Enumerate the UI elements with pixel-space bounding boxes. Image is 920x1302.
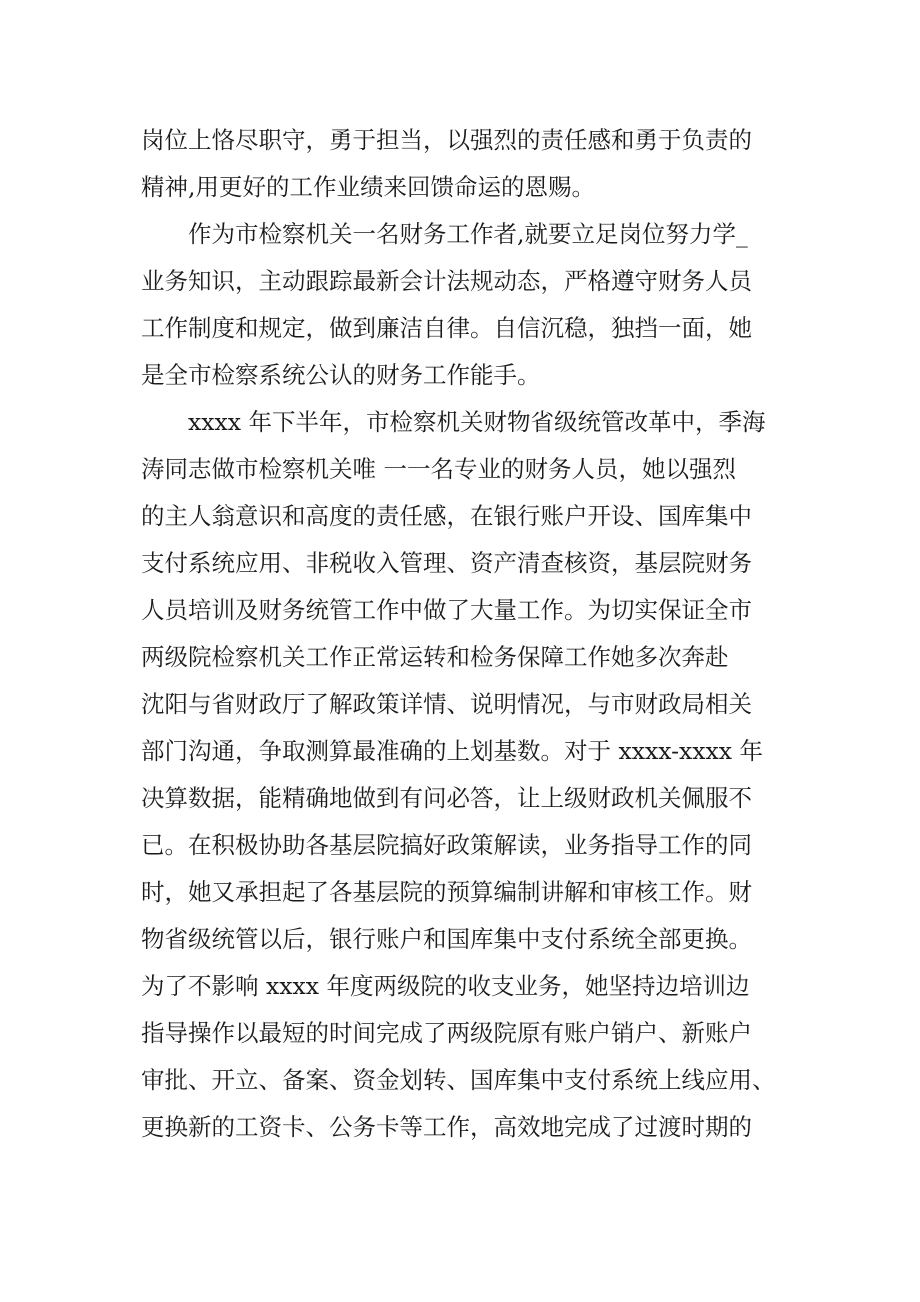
text-line: 为了不影响 xxxx 年度两级院的收支业务，她坚持边培训边	[141, 972, 750, 1000]
text-line: 时，她又承担起了各基层院的预算编制讲解和审核工作。财	[141, 878, 752, 906]
text-line: 更换新的工资卡、公务卡等工作，高效地完成了过渡时期的	[141, 1113, 752, 1141]
text-line: 已。在积极协助各基层院搞好政策解读，业务指导工作的同	[141, 831, 752, 859]
text-line: 的主人翁意识和高度的责任感，在银行账户开设、国库集中	[141, 502, 752, 530]
text-line: 是全市检察系统公认的财务工作能手。	[141, 361, 541, 389]
text-line: 支付系统应用、非税收入管理、资产清查核资，基层院财务	[141, 549, 752, 577]
text-line: 岗位上恪尽职守，勇于担当，以强烈的责任感和勇于负责的	[141, 126, 752, 154]
paragraph-first-line: xxxx 年下半年，市检察机关财物省级统管改革中，季海	[188, 408, 766, 436]
text-line: 精神,用更好的工作业绩来回馈命运的恩赐。	[141, 173, 595, 201]
text-line: 决算数据，能精确地做到有问必答，让上级财政机关佩服不	[141, 784, 752, 812]
text-line: 两级院检察机关工作正常运转和检务保障工作她多次奔赴	[141, 643, 729, 671]
text-line: 物省级统管以后，银行账户和国库集中支付系统全部更换。	[141, 925, 752, 953]
text-line: 人员培训及财务统管工作中做了大量工作。为切实保证全市	[141, 596, 752, 624]
paragraph-first-line: 作为市检察机关一名财务工作者,就要立足岗位努力学_	[188, 220, 748, 248]
text-line: 沈阳与省财政厅了解政策详情、说明情况，与市财政局相关	[141, 690, 752, 718]
text-line: 工作制度和规定，做到廉洁自律。自信沉稳，独挡一面，她	[141, 314, 752, 342]
text-line: 涛同志做市检察机关唯 一一名专业的财务人员，她以强烈	[141, 455, 736, 483]
text-line: 业务知识，主动跟踪最新会计法规动态，严格遵守财务人员	[141, 267, 752, 295]
text-line: 部门沟通，争取测算最准确的上划基数。对于 xxxx-xxxx 年	[141, 737, 763, 765]
text-line: 指导操作以最短的时间完成了两级院原有账户销户、新账户	[141, 1019, 752, 1047]
text-line: 审批、开立、备案、资金划转、国库集中支付系统上线应用、	[141, 1066, 776, 1094]
